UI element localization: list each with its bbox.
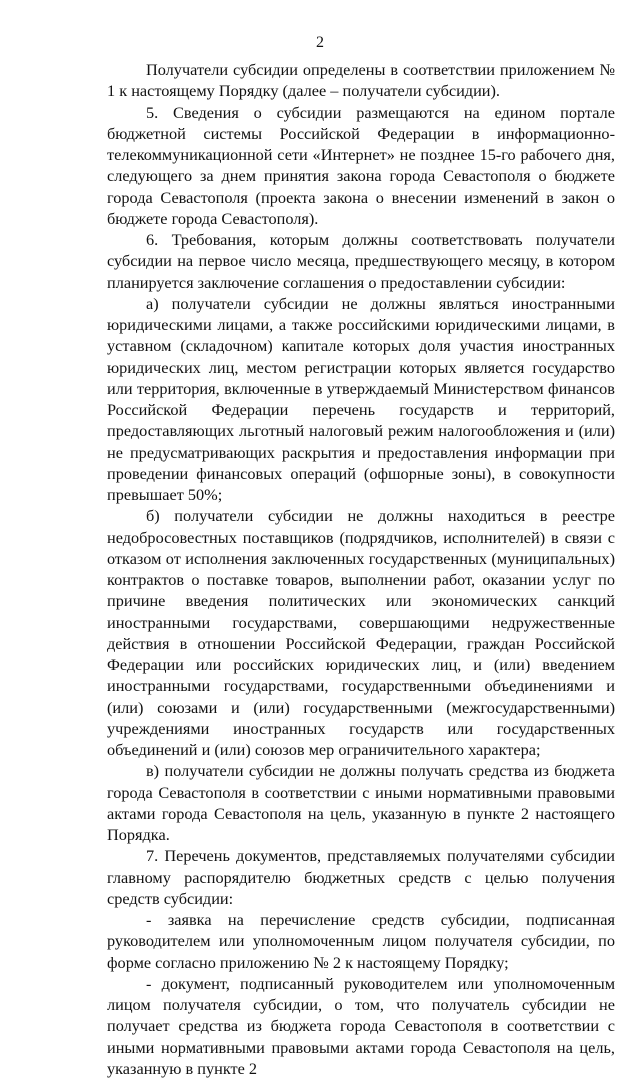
paragraph-5-publication: 5. Сведения о субсидии размещаются на едином портале бюджетной системы Российской Федерации в информационно-телекоммуникационной сети «Интернет» не позднее 15-го рабочего дня, следующего за днем принятия закона города Севастополя о бюджете города Севастополя (проекта закона о внесении изменений в закон о бюджете города Севастополя). — [107, 102, 615, 228]
list-item-application: - заявка на перечисление средств субсидии, подписанная руководителем или уполномоченным лицом получателя субсидии, по форме согласно приложению № 2 к настоящему Порядку; — [107, 910, 615, 972]
paragraph-6-requirements: 6. Требования, которым должны соответствовать получатели субсидии на первое число месяца, предшествующего месяцу, в котором планируется заключение соглашения о предоставлении субсидии: — [107, 230, 615, 292]
document-body — [107, 59, 615, 1079]
paragraph-recipients: Получатели субсидии определены в соответствии приложением № 1 к настоящему Порядку (далее – получатели субсидии). — [107, 60, 615, 101]
paragraph-7-documents-list: 7. Перечень документов, представляемых получателями субсидии главному распорядителю бюджетных средств с целью получения средств субсидии: — [107, 846, 615, 908]
paragraph-6c-no-other-funds: в) получатели субсидии не должны получать средства из бюджета города Севастополя в соответствии с иными нормативными правовыми актами города Севастополя на цель, указанную в пункте 2 настоящего Порядка. — [107, 761, 615, 844]
list-item-signed-document: - документ, подписанный руководителем или уполномоченным лицом получателя субсидии, о том, что получатель субсидии не получает средства из бюджета города Севастополя в соответствии с иными нормативными правовыми актами города Севастополя на цель, указанную в пункте 2 — [107, 973, 615, 1078]
paragraph-6b-unreliable-suppliers: б) получатели субсидии не должны находиться в реестре недобросовестных поставщиков (подрядчиков, исполнителей) в связи с отказом от исполнения заключенных государственных (муниципальных) контрактов о поставке товаров, выполнении работ, оказании услуг по причине введения политических или экономических санкций иностранными государствами, совершающими недружественные действия в отношении Российской Федерации, граждан Российской Федерации или российских юридических лиц, и (или) введением иностранными государствами, государственными объединениями и (или) союзами и (или) государственными (межгосударственными) учреждениями иностранных государств или государственных объединений и (или) союзов мер ограничительного характера; — [107, 506, 615, 759]
paragraph-6a-foreign-entities: а) получатели субсидии не должны являться иностранными юридическими лицами, а также российскими юридическими лицами, в уставном (складочном) капитале которых доля участия иностранных юридических лиц, местом регистрации которых является государство или территория, включенные в утверждаемый Министерством финансов Российской Федерации перечень государств и территорий, предоставляющих льготный налоговый режим налогообложения и (или) не предусматривающих раскрытия и предоставления информации при проведении финансовых операций (офшорные зоны), в совокупности превышает 50%; — [107, 293, 615, 504]
page-number: 2 — [316, 34, 324, 51]
